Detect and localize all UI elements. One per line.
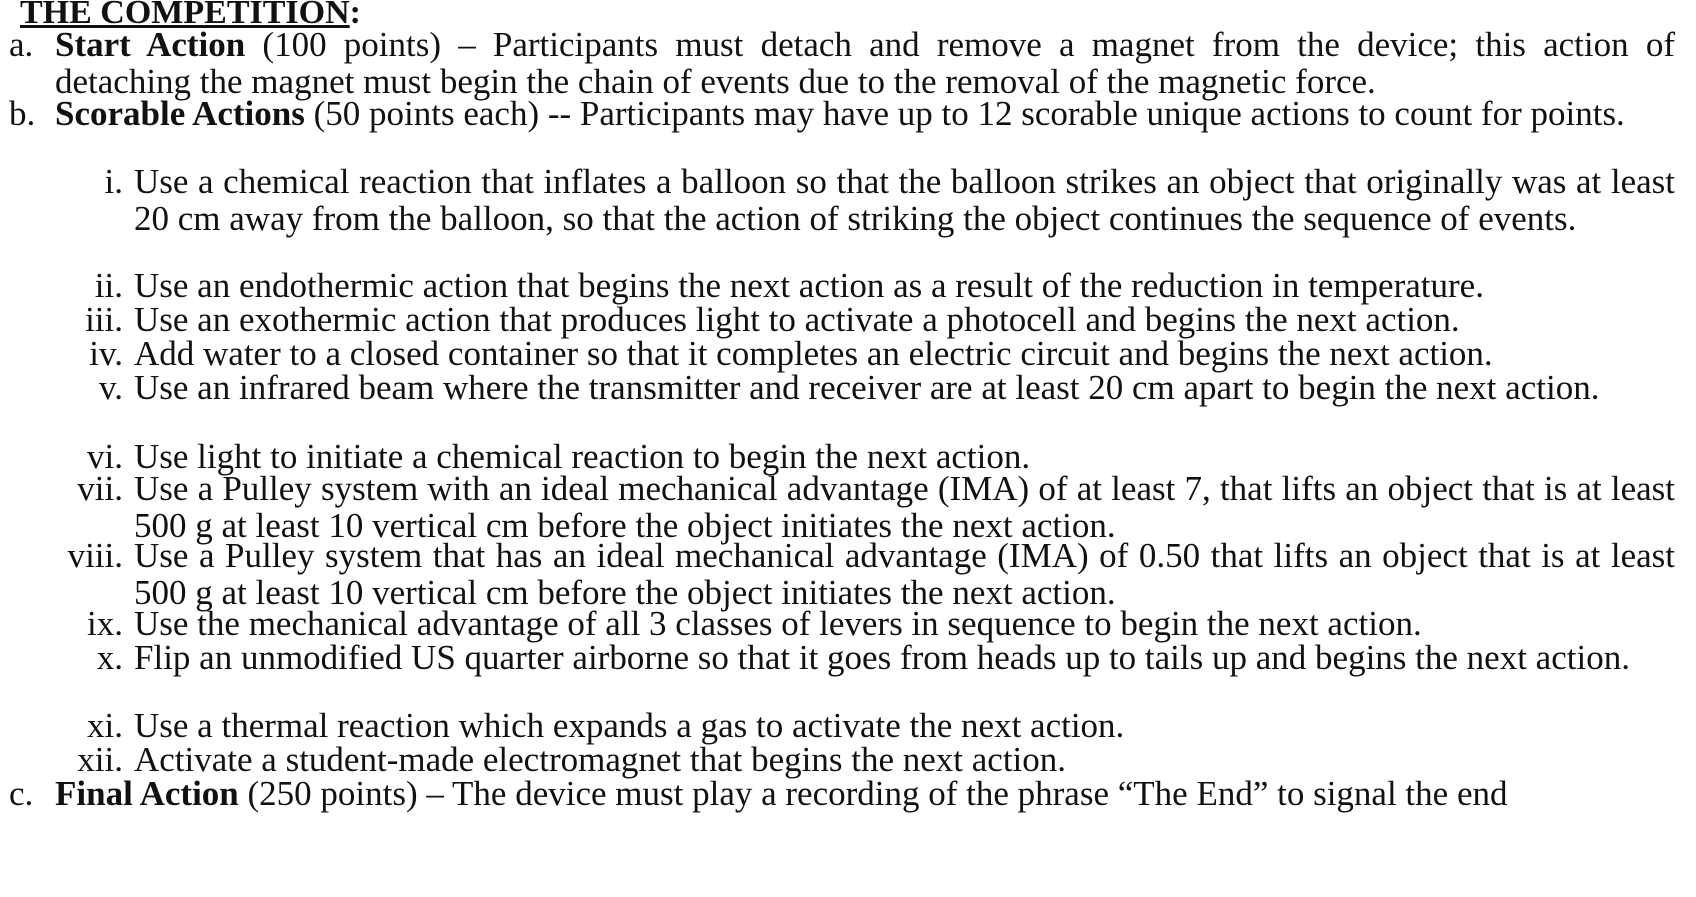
subitem-text: Use a chemical reaction that inflates a balloon so that the balloon strikes an object that originally was at least 20 cm away from the balloon, so that the action of striking the object continues the sequence of events. xyxy=(134,162,1675,238)
item-start-action xyxy=(9,25,1675,101)
subitem-marker: vi. xyxy=(87,437,123,476)
subitem-text: Use the mechanical advantage of all 3 classes of levers in sequence to begin the next action. xyxy=(134,604,1422,643)
subitem-marker: viii. xyxy=(67,536,123,575)
subitem-chemical-balloon xyxy=(104,162,1675,238)
heading-title: THE COMPETITION xyxy=(20,0,350,31)
item-title: Start Action xyxy=(55,25,246,64)
item-text: (100 points) – Participants must detach and remove a magnet from the device; this action of detaching the magnet must begin the chain of events due to the removal of the magnetic force. xyxy=(55,25,1675,101)
subitem-marker: v. xyxy=(99,368,123,407)
item-title: Final Action xyxy=(55,774,239,813)
subitem-marker: xi. xyxy=(87,706,123,745)
subitem-marker: x. xyxy=(96,638,123,677)
subitem-marker: vii. xyxy=(77,469,123,508)
subitem-text: Use a Pulley system that has an ideal mechanical advantage (IMA) of 0.50 that lifts an object that is at least 500 g at least 10 vertical cm before the object initiates the next action. xyxy=(134,536,1675,612)
item-marker: a. xyxy=(9,25,34,64)
subitem-marker: iii. xyxy=(85,300,123,339)
subitem-marker: ii. xyxy=(94,266,123,305)
subitem-pulley-ima-7 xyxy=(77,469,1675,545)
item-final-action xyxy=(9,774,1675,813)
item-scorable-actions xyxy=(9,94,1675,133)
subitem-marker: xii. xyxy=(77,740,123,779)
subitem-text: Use an endothermic action that begins the next action as a result of the reduction in temperature. xyxy=(134,266,1484,305)
item-title: Scorable Actions xyxy=(55,94,305,133)
heading-colon: : xyxy=(349,0,361,31)
item-marker: c. xyxy=(9,774,34,813)
item-text: (50 points each) -- Participants may have up to 12 scorable unique actions to count for points. xyxy=(304,94,1625,133)
subitem-text: Use an exothermic action that produces light to activate a photocell and begins the next action. xyxy=(134,300,1460,339)
subitem-marker: ix. xyxy=(87,604,123,643)
item-marker: b. xyxy=(9,94,36,133)
subitem-quarter-flip xyxy=(96,638,1675,677)
subitem-text: Use a thermal reaction which expands a gas to activate the next action. xyxy=(134,706,1125,745)
subitem-text: Flip an unmodified US quarter airborne so that it goes from heads up to tails up and begins the next action. xyxy=(134,638,1630,677)
subitem-marker: iv. xyxy=(89,334,123,373)
subitem-text: Use light to initiate a chemical reaction to begin the next action. xyxy=(134,437,1031,476)
subitem-pulley-ima-050 xyxy=(67,536,1675,612)
item-text: (250 points) – The device must play a recording of the phrase “The End” to signal the end xyxy=(238,774,1508,813)
subitem-infrared-beam xyxy=(99,368,1675,407)
subitem-text: Activate a student-made electromagnet that begins the next action. xyxy=(134,740,1067,779)
subitem-text: Use an infrared beam where the transmitter and receiver are at least 20 cm apart to begin the next action. xyxy=(134,368,1600,407)
subitem-marker: i. xyxy=(104,162,123,201)
subitem-text: Add water to a closed container so that it completes an electric circuit and begins the next action. xyxy=(134,334,1493,373)
subitem-text: Use a Pulley system with an ideal mechanical advantage (IMA) of at least 7, that lifts an object that is at least 500 g at least 10 vertical cm before the object initiates the next action. xyxy=(134,469,1675,545)
